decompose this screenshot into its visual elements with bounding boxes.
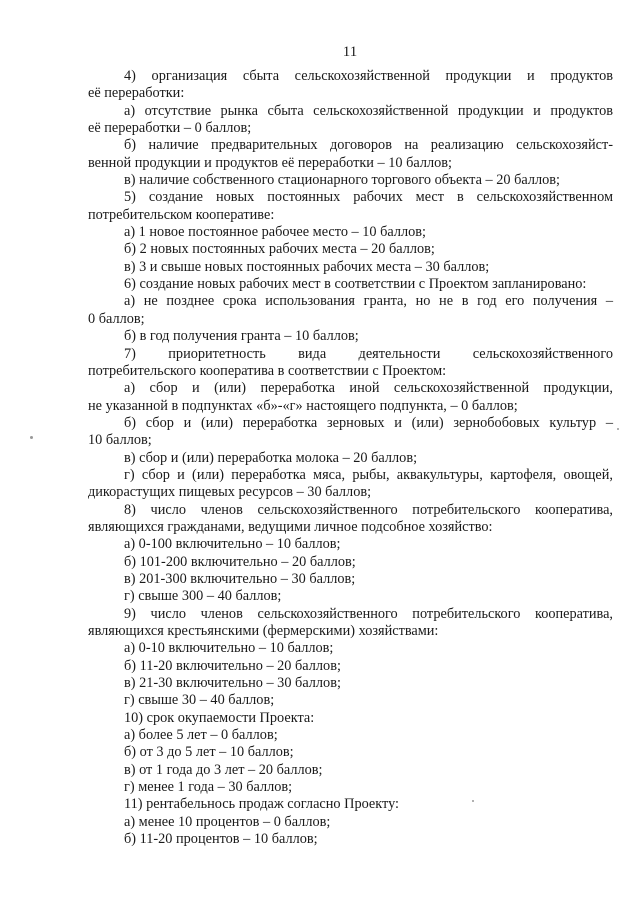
paragraph-line: а) более 5 лет – 0 баллов; xyxy=(124,727,278,744)
paragraph-line: а) менее 10 процентов – 0 баллов; xyxy=(124,813,331,830)
paragraph xyxy=(88,554,613,571)
paragraph xyxy=(88,779,613,796)
paragraph xyxy=(88,710,613,727)
paragraph xyxy=(88,346,613,381)
paragraph xyxy=(88,241,613,258)
paragraph xyxy=(88,640,613,657)
paragraph xyxy=(88,744,613,761)
paragraph-line: 10) срок окупаемости Проекта: xyxy=(124,709,315,726)
paragraph xyxy=(88,450,613,467)
paragraph-line: б) 2 новых постоянных рабочих места – 20 баллов; xyxy=(124,241,435,258)
document-body xyxy=(88,68,613,848)
paragraph xyxy=(88,103,613,138)
paragraph-line: 6) создание новых рабочих мест в соответствии с Проектом запланировано: xyxy=(124,276,587,293)
paragraph-line: в) от 1 года до 3 лет – 20 баллов; xyxy=(124,761,323,778)
paragraph-line: в) сбор и (или) переработка молока – 20 баллов; xyxy=(124,449,418,466)
paragraph xyxy=(88,415,613,450)
scan-speck xyxy=(617,428,619,430)
paragraph xyxy=(88,68,613,103)
paragraph-line: 10 баллов; xyxy=(88,432,152,449)
paragraph-line: в) наличие собственного стационарного торгового объекта – 20 баллов; xyxy=(124,172,560,189)
paragraph xyxy=(88,814,613,831)
paragraph-line: б) от 3 до 5 лет – 10 баллов; xyxy=(124,744,294,761)
paragraph-line: потребительского кооператива в соответствии с Проектом: xyxy=(88,362,447,379)
paragraph-line: а) 1 новое постоянное рабочее место – 10 баллов; xyxy=(124,224,427,241)
paragraph-line: дикорастущих пищевых ресурсов – 30 баллов; xyxy=(88,484,372,501)
paragraph-line: в) 3 и свыше новых постоянных рабочих места – 30 баллов; xyxy=(124,258,490,275)
paragraph xyxy=(88,727,613,744)
paragraph xyxy=(88,831,613,848)
paragraph xyxy=(88,692,613,709)
paragraph-line: венной продукции и продуктов её переработки – 10 баллов; xyxy=(88,154,452,171)
paragraph-line: а) 0-100 включительно – 10 баллов; xyxy=(124,536,341,553)
paragraph-line: 9) число членов сельскохозяйственного потребительского кооператива, xyxy=(124,605,613,622)
page-number: 11 xyxy=(342,44,358,60)
paragraph-line: 4) организация сбыта сельскохозяйственной продукции и продуктов xyxy=(124,68,613,84)
paragraph-line: 8) число членов сельскохозяйственного потребительского кооператива, xyxy=(124,501,613,518)
paragraph-line: её переработки – 0 баллов; xyxy=(88,120,252,137)
paragraph-line: являющихся крестьянскими (фермерскими) хозяйствами: xyxy=(88,623,439,639)
paragraph-line: в) 201-300 включительно – 30 баллов; xyxy=(124,570,356,587)
paragraph-line: её переработки: xyxy=(88,85,185,102)
paragraph-line: б) в год получения гранта – 10 баллов; xyxy=(124,328,359,345)
paragraph-line: являющихся гражданами, ведущими личное подсобное хозяйство: xyxy=(88,518,493,535)
scan-speck xyxy=(30,436,33,439)
paragraph xyxy=(88,293,613,328)
paragraph-line: а) отсутствие рынка сбыта сельскохозяйственной продукции и продуктов xyxy=(124,102,613,119)
paragraph-line: а) не позднее срока использования гранта, но не в год его получения – xyxy=(124,293,613,310)
paragraph-line: г) менее 1 года – 30 баллов; xyxy=(124,779,293,796)
paragraph-line: потребительском кооперативе: xyxy=(88,206,275,223)
paragraph-line: г) свыше 300 – 40 баллов; xyxy=(124,588,282,605)
paragraph-line: г) свыше 30 – 40 баллов; xyxy=(124,692,275,709)
paragraph xyxy=(88,276,613,293)
paragraph-line: б) 11-20 включительно – 20 баллов; xyxy=(124,657,341,674)
paragraph-line: б) наличие предварительных договоров на реализацию сельскохозяйст- xyxy=(124,137,613,154)
paragraph xyxy=(88,467,613,502)
paragraph xyxy=(88,675,613,692)
paragraph xyxy=(88,380,613,415)
paragraph xyxy=(88,502,613,537)
paragraph-line: б) 11-20 процентов – 10 баллов; xyxy=(124,831,318,848)
paragraph xyxy=(88,172,613,189)
paragraph-line: 7) приоритетность вида деятельности сельскохозяйственного xyxy=(124,345,613,362)
scan-speck xyxy=(472,800,474,802)
paragraph-line: а) 0-10 включительно – 10 баллов; xyxy=(124,640,334,657)
paragraph xyxy=(88,606,613,641)
paragraph-line: не указанной в подпунктах «б»-«г» настоящего подпункта, – 0 баллов; xyxy=(88,397,518,414)
paragraph xyxy=(88,762,613,779)
paragraph xyxy=(88,224,613,241)
paragraph-line: а) сбор и (или) переработка иной сельскохозяйственной продукции, xyxy=(124,380,613,397)
paragraph xyxy=(88,588,613,605)
paragraph xyxy=(88,571,613,588)
paragraph-line: 0 баллов; xyxy=(88,310,145,327)
paragraph xyxy=(88,796,613,813)
paragraph-line: г) сбор и (или) переработка мяса, рыбы, аквакультуры, картофеля, овощей, xyxy=(124,466,613,483)
paragraph-line: 11) рентабельнось продаж согласно Проекту: xyxy=(124,796,400,813)
paragraph xyxy=(88,328,613,345)
paragraph-line: б) 101-200 включительно – 20 баллов; xyxy=(124,553,356,570)
paragraph xyxy=(88,536,613,553)
paragraph-line: б) сбор и (или) переработка зерновых и (или) зернобобовых культур – xyxy=(124,414,613,431)
paragraph xyxy=(88,137,613,172)
paragraph-line: в) 21-30 включительно – 30 баллов; xyxy=(124,675,341,692)
paragraph xyxy=(88,189,613,224)
paragraph xyxy=(88,259,613,276)
paragraph-line: 5) создание новых постоянных рабочих мест в сельскохозяйственном xyxy=(124,189,613,206)
paragraph xyxy=(88,658,613,675)
